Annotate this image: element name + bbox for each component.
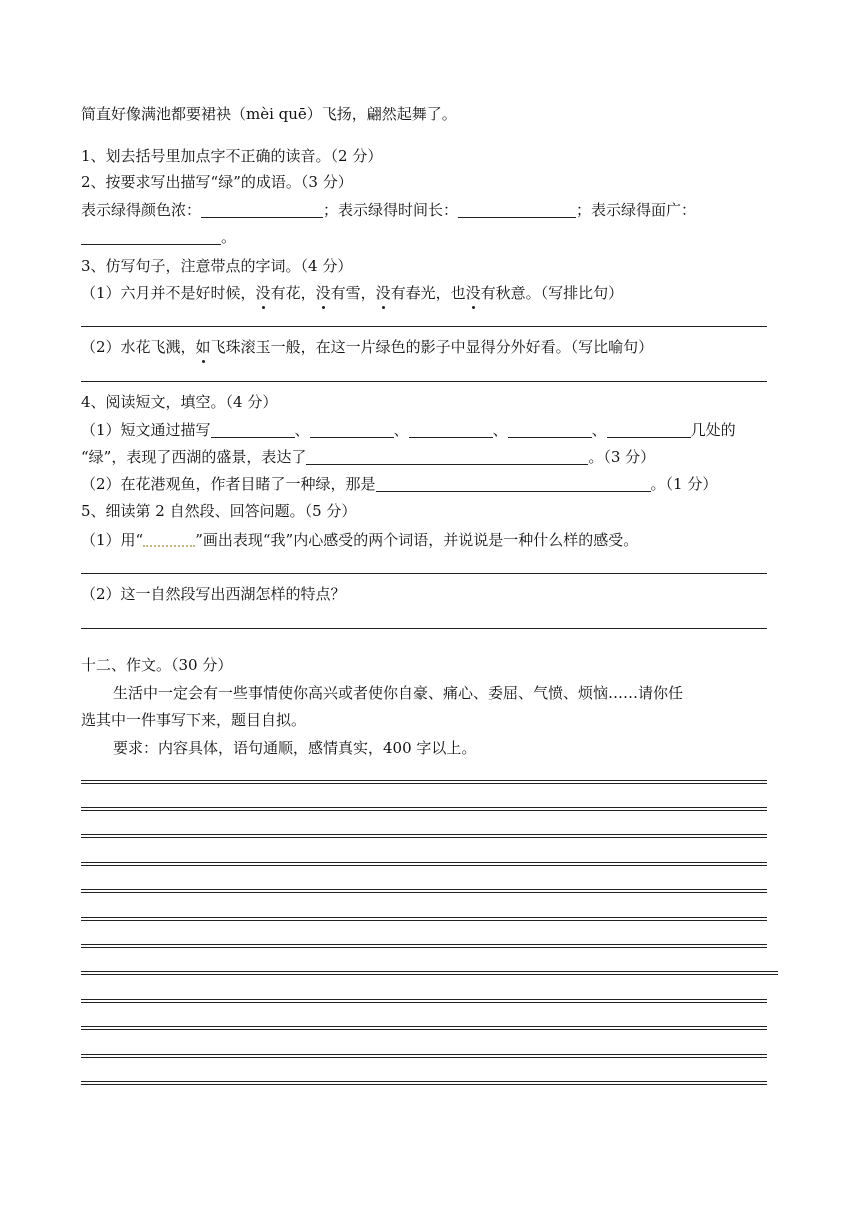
question-4-part-2 [81, 474, 717, 494]
writing-line[interactable] [81, 1026, 767, 1030]
question-5-part-2: （2）这一自然段写出西湖怎样的特点？ [81, 585, 346, 603]
q4-text: 。（3 分） [588, 448, 656, 466]
question-3-sentence-2 [81, 337, 653, 357]
writing-line[interactable] [81, 834, 767, 838]
answer-line[interactable] [81, 628, 767, 629]
q4-text: 几处的 [690, 421, 736, 439]
essay-prompt-1: 生活中一定会有一些事情使你高兴或者使你自豪、痛心、委屈、气愤、烦恼……请你任 [113, 684, 684, 702]
question-4-part-1 [81, 420, 736, 440]
writing-line[interactable] [81, 1081, 767, 1085]
q2-label-a: 表示绿得颜色浓： [81, 201, 202, 219]
dotted-char: 没 [255, 284, 271, 302]
writing-line[interactable] [81, 971, 778, 975]
answer-blank[interactable] [607, 421, 691, 438]
writing-line[interactable] [81, 862, 767, 866]
q5-text: （1）用“ [81, 531, 144, 549]
question-4-part-1-cont [81, 447, 655, 467]
q3-s1-part: 有春光，也 [390, 284, 466, 302]
question-2-title: 2、按要求写出描写“绿”的成语。（3 分） [81, 173, 353, 191]
answer-blank[interactable] [409, 421, 493, 438]
dotted-char: 没 [375, 284, 391, 302]
writing-line[interactable] [81, 1054, 767, 1058]
question-2-blanks [81, 200, 696, 220]
answer-line[interactable] [81, 573, 767, 574]
writing-line[interactable] [81, 780, 767, 784]
answer-blank[interactable] [201, 201, 323, 218]
q3-s1-part: （1）六月并不是好时候， [81, 284, 256, 302]
q4-text: （2）在花港观鱼，作者目睹了一种绿，那是 [81, 475, 376, 493]
passage-end: 简直好像满池都要裙袂（mèi quē）飞扬，翩然起舞了。 [81, 105, 457, 123]
question-3-sentence-1 [81, 283, 623, 303]
writing-line[interactable] [81, 889, 767, 893]
q2-label-b: ；表示绿得时间长： [323, 201, 459, 219]
dotted-char: 没 [465, 284, 481, 302]
writing-line[interactable] [81, 944, 767, 948]
q4-sep: 、 [591, 421, 607, 439]
q4-text: 。（1 分） [650, 475, 718, 493]
q4-sep: 、 [393, 421, 409, 439]
answer-blank[interactable] [310, 421, 394, 438]
essay-requirement: 要求：内容具体，语句通顺，感情真实，400 字以上。 [113, 739, 477, 757]
writing-line[interactable] [81, 999, 767, 1003]
answer-blank[interactable] [306, 448, 588, 465]
question-5-part-1 [81, 530, 638, 550]
essay-title: 十二、作文。（30 分） [81, 656, 233, 674]
q3-s1-part: 有花， [270, 284, 316, 302]
q3-s2-part: 飞珠滚玉一般，在这一片绿色的影子中显得分外好看。（写比喻句） [210, 338, 654, 356]
q4-sep: 、 [294, 421, 310, 439]
question-2-blank-cont [81, 227, 236, 247]
q3-s2-part: （2）水花飞溅， [81, 338, 196, 356]
answer-blank[interactable] [458, 201, 576, 218]
answer-blank[interactable] [376, 475, 651, 492]
question-1: 1、划去括号里加点字不正确的读音。（2 分） [81, 147, 383, 165]
q2-label-c: ；表示绿得面广： [576, 201, 697, 219]
answer-line[interactable] [81, 326, 767, 327]
question-3-title: 3、仿写句子，注意带点的字词。（4 分） [81, 257, 353, 275]
answer-blank[interactable] [508, 421, 592, 438]
dotted-char: 如 [195, 338, 211, 356]
q3-s1-part: 有秋意。（写排比句） [480, 284, 624, 302]
essay-prompt-2: 选其中一件事写下来，题目自拟。 [81, 711, 307, 729]
q5-text: ”画出表现“我”内心感受的两个词语，并说说是一种什么样的感受。 [195, 531, 639, 549]
dotted-char: 没 [315, 284, 331, 302]
wavy-underline-sample [143, 535, 195, 547]
q3-s1-part: 有雪， [330, 284, 376, 302]
answer-blank[interactable] [211, 421, 295, 438]
question-4-title: 4、阅读短文，填空。（4 分） [81, 393, 278, 411]
q4-text: （1）短文通过描写 [81, 421, 211, 439]
q2-tail: 。 [221, 228, 237, 246]
answer-blank[interactable] [81, 228, 221, 245]
q4-text: “绿”，表现了西湖的盛景，表达了 [81, 448, 307, 466]
writing-line[interactable] [81, 917, 767, 921]
answer-line[interactable] [81, 381, 767, 382]
question-5-title: 5、细读第 2 自然段、回答问题。（5 分） [81, 502, 357, 520]
q4-sep: 、 [492, 421, 508, 439]
writing-line[interactable] [81, 807, 767, 811]
